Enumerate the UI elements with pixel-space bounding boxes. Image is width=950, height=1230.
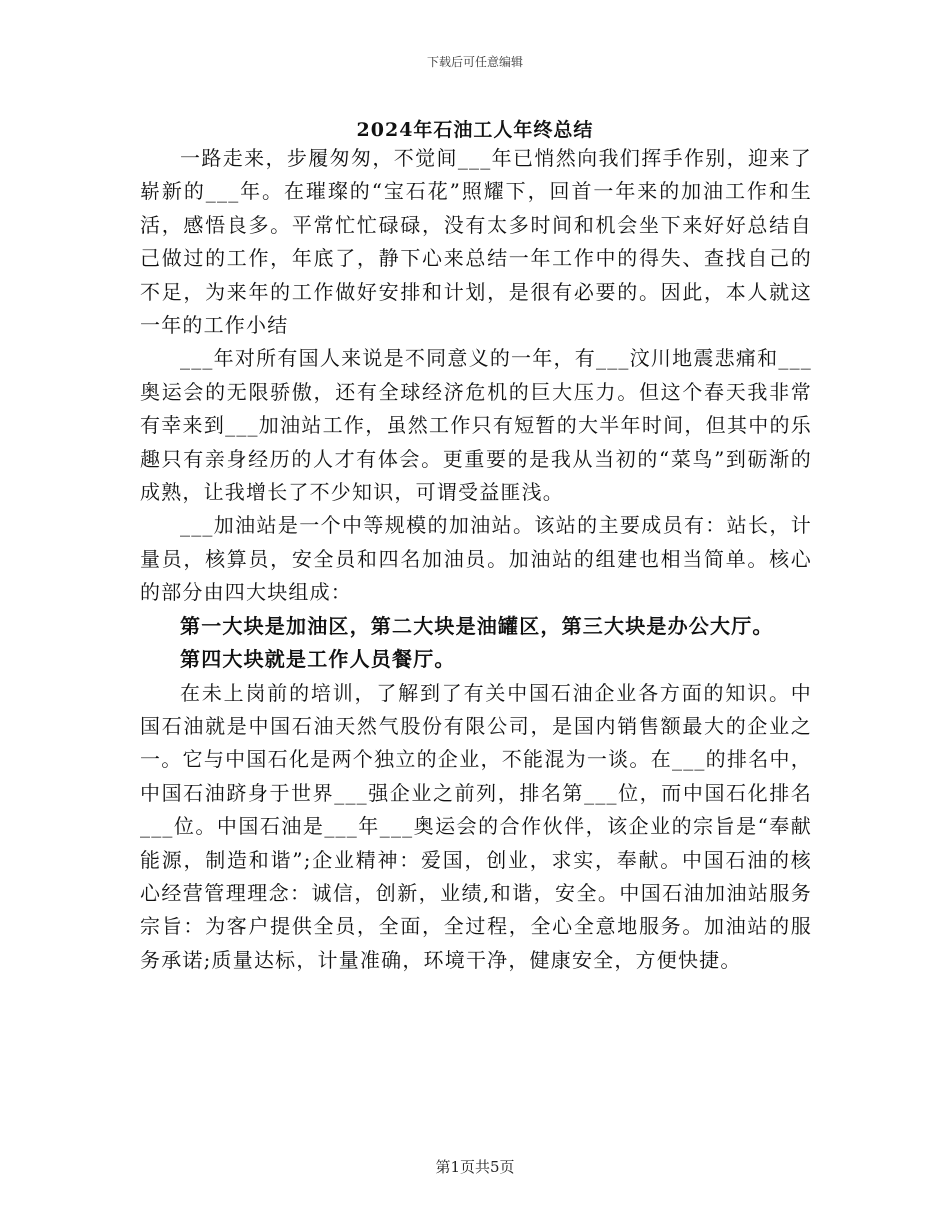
page-number-footer: 第1页共5页 [435, 1158, 515, 1176]
paragraph-areas-two: 第四大块就是工作人员餐厅。 [180, 647, 456, 672]
paragraph-areas-one: 第一大块是加油区，第二大块是油罐区，第三大块是办公大厅。 [180, 613, 774, 638]
paragraph-intro: 一路走来，步履匆匆，不觉间___年已悄然向我们挥手作别，迎来了崭新的___年。在璀璨的“宝石花”照耀下，回首一年来的加油工作和生活，感悟良多。平常忙忙碌碌，没有太多时间和机会坐下来好好总结自己做过的工作，年底了，静下心来总结一年工作中的得失、查找自己的不足，为来年的工作做好安排和计划，是很有必要的。因此，本人就这一年的工作小结 [140, 146, 812, 338]
paragraph-year-review: ___年对所有国人来说是不同意义的一年，有___汶川地震悲痛和___奥运会的无限骄傲，还有全球经济危机的巨大压力。但这个春天我非常有幸来到___加油站工作，虽然工作只有短暂的大半年时间，但其中的乐趣只有亲身经历的人才有体会。更重要的是我从当初的“菜鸟”到砺渐的成熟，让我增长了不少知识，可谓受益匪浅。 [140, 346, 812, 505]
document-title: 2024年石油工人年终总结 [356, 119, 594, 141]
paragraph-training: 在未上岗前的培训，了解到了有关中国石油企业各方面的知识。中国石油就是中国石油天然气股份有限公司，是国内销售额最大的企业之一。它与中国石化是两个独立的企业，不能混为一谈。在___的排名中，中国石油跻身于世界___强企业之前列，排名第___位，而中国石化排名___位。中国石油是___年___奥运会的合作伙伴，该企业的宗旨是“奉献能源，制造和谐”;企业精神：爱国，创业，求实，奉献。中国石油的核心经营管理理念：诚信，创新，业绩,和谐，安全。中国石油加油站服务宗旨：为客户提供全员，全面，全过程，全心全意地服务。加油站的服务承诺;质量达标，计量准确，环境干净，健康安全，方便快捷。 [140, 680, 812, 972]
header-note: 下载后可任意编辑 [426, 55, 523, 69]
document-body [140, 142, 812, 977]
paragraph-station-overview: ___加油站是一个中等规模的加油站。该站的主要成员有：站长，计量员，核算员，安全员和四名加油员。加油站的组建也相当简单。核心的部分由四大块组成： [140, 513, 812, 605]
